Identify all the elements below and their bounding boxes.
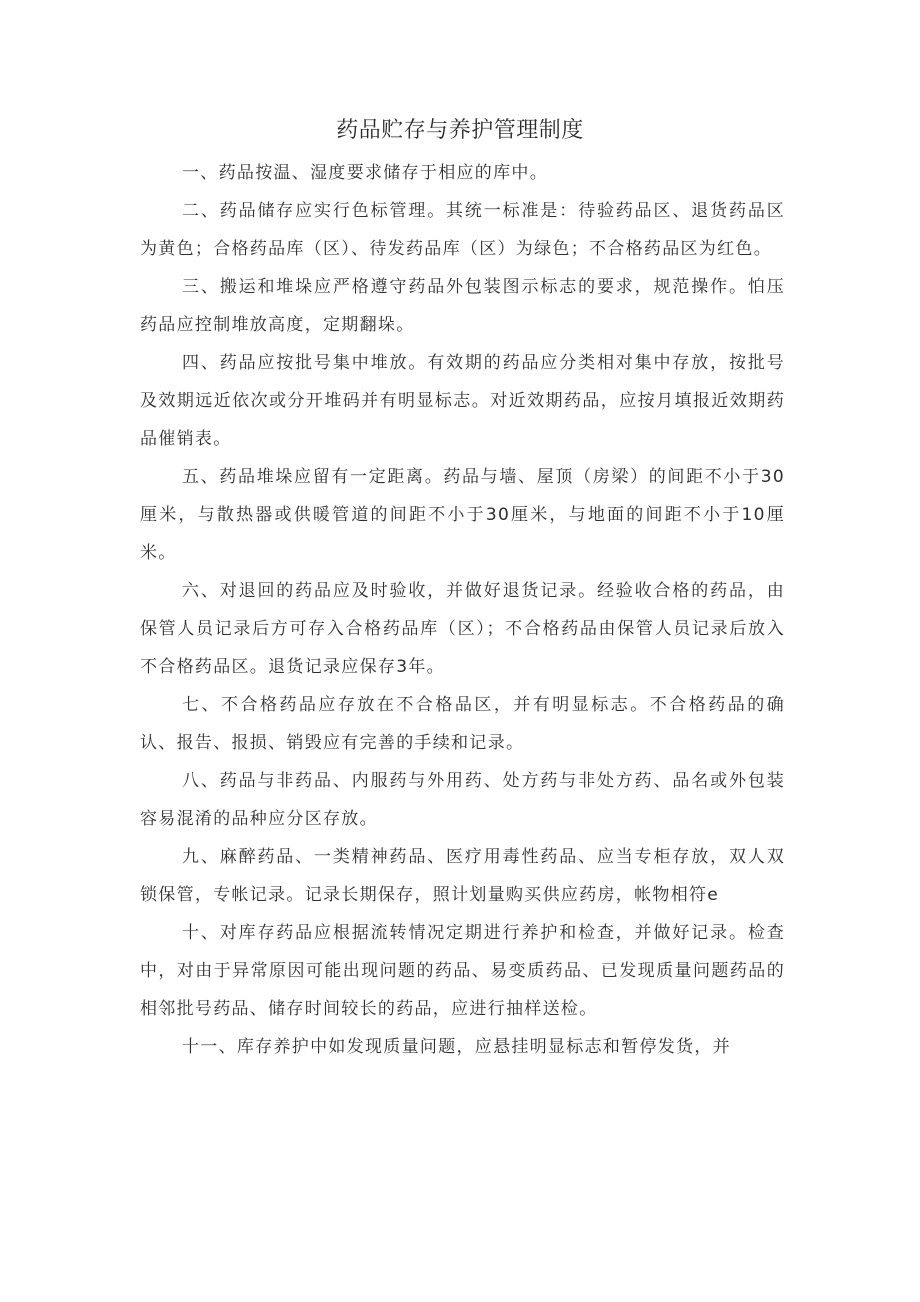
paragraph-11: 十一、库存养护中如发现质量问题，应悬挂明显标志和暂停发货，并: [182, 1037, 731, 1057]
paragraph-7: 七、不合格药品应存放在不合格品区，并有明显标志。不合格药品的确认、报告、报损、销毁应有完善的手续和记录。: [140, 695, 785, 753]
paragraph-3: 三、搬运和堆垛应严格遵守药品外包装图示标志的要求，规范操作。怕压药品应控制堆放高度，定期翻垛。: [140, 277, 785, 335]
paragraph-9: 九、麻醉药品、一类精神药品、医疗用毒性药品、应当专柜存放，双人双锁保管，专帐记录。记录长期保存，照计划量购买供应药房，帐物相符e: [140, 847, 785, 905]
paragraph-4: 四、药品应按批号集中堆放。有效期的药品应分类相对集中存放，按批号及效期远近依次或分开堆码并有明显标志。对近效期药品，应按月填报近效期药品催销表。: [140, 353, 785, 449]
paragraph-6: 六、对退回的药品应及时验收，并做好退货记录。经验收合格的药品，由保管人员记录后方可存入合格药品库（区）；不合格药品由保管人员记录后放入不合格药品区。退货记录应保存3年。: [140, 581, 785, 677]
paragraph-8: 八、药品与非药品、内服药与外用药、处方药与非处方药、品名或外包装容易混淆的品种应分区存放。: [140, 771, 785, 829]
paragraph-2: 二、药品储存应实行色标管理。其统一标准是：待验药品区、退货药品区为黄色；合格药品库（区）、待发药品库（区）为绿色；不合格药品区为红色。: [140, 201, 785, 259]
paragraph-10: 十、对库存药品应根据流转情况定期进行养护和检查，并做好记录。检查中，对由于异常原因可能出现问题的药品、易变质药品、已发现质量问题药品的相邻批号药品、储存时间较长的药品，应进行抽样送检。: [140, 923, 785, 1019]
document-body: [140, 154, 785, 1066]
document-title: 药品贮存与养护管理制度: [336, 118, 584, 143]
paragraph-1: 一、药品按温、湿度要求储存于相应的库中。: [182, 163, 548, 183]
paragraph-5: 五、药品堆垛应留有一定距离。药品与墙、屋顶（房梁）的间距不小于30厘米，与散热器或供暖管道的间距不小于30厘米，与地面的间距不小于10厘米。: [140, 467, 785, 563]
